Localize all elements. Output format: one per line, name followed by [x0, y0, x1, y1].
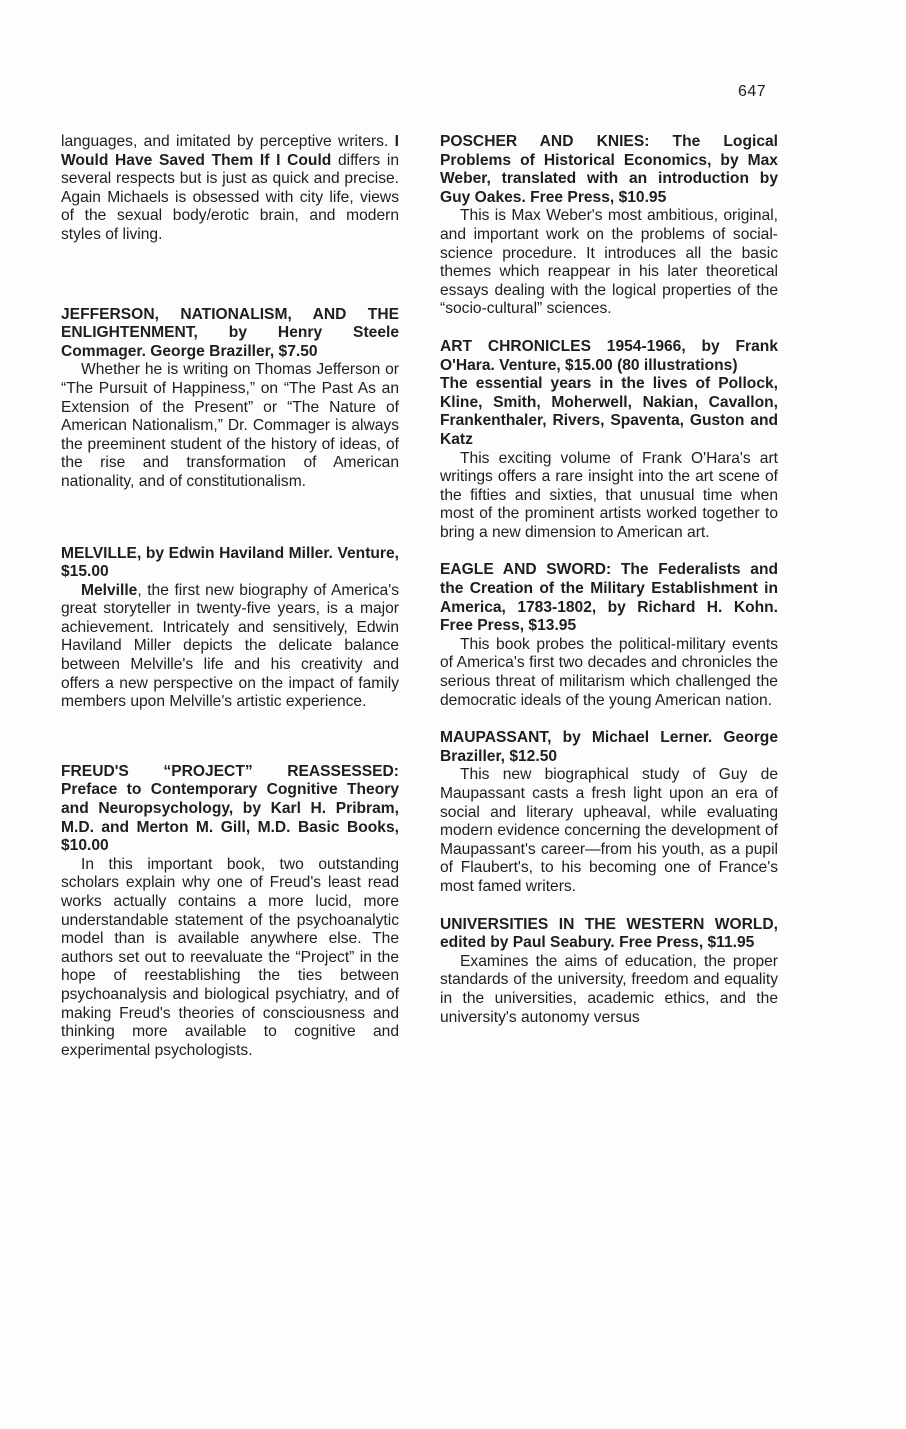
- right-column: [440, 133, 778, 1027]
- entry-heading: EAGLE AND SWORD: The Federalists and the Creation of the Military Establishment in America, 1783-1802, by Richard H. Kohn. Free Press, $13.95: [440, 561, 778, 635]
- continued-review-text: [61, 133, 399, 245]
- entry-subheading: The essential years in the lives of Pollock, Kline, Smith, Moherwell, Nakian, Cavallon, Frankenthaler, Rivers, Spaventa, Guston and Katz: [440, 375, 778, 448]
- book-title-inline: Melville: [81, 581, 138, 599]
- review-entry-poscher: [440, 133, 778, 319]
- entry-heading: UNIVERSITIES IN THE WESTERN WORLD, edited by Paul Seabury. Free Press, $11.95: [440, 915, 778, 952]
- left-column: [61, 133, 399, 1060]
- entry-heading: ART CHRONICLES 1954-1966, by Frank O'Hara. Venture, $15.00 (80 illustrations): [440, 337, 778, 374]
- entry-heading: FREUD'S “PROJECT” REASSESSED: Preface to Contemporary Cognitive Theory and Neuropsychology, by Karl H. Pribram, M.D. and Merton M. Gill, M.D. Basic Books, $10.00: [61, 762, 399, 855]
- review-entry-melville: [61, 545, 399, 712]
- review-entry-universities: [440, 916, 778, 1028]
- entry-body: This new biographical study of Guy de Maupassant casts a fresh light upon an era of social and literary upheaval, while evaluating modern evidence concerning the development of Maupassant's career—from his youth, as a pupil of Flaubert's, to his becoming one of France's most famed writers.: [440, 766, 778, 895]
- entry-body: This is Max Weber's most ambitious, original, and important work on the problems of social-science procedure. It introduces all the basic themes which reappear in his later theoretical essays dealing with the logical properties of the “socio-cultural” sciences.: [440, 207, 778, 318]
- entry-heading: MELVILLE, by Edwin Haviland Miller. Venture, $15.00: [61, 544, 399, 581]
- entry-heading: MAUPASSANT, by Michael Lerner. George Braziller, $12.50: [440, 729, 778, 765]
- review-entry-eagle-and-sword: [440, 561, 778, 710]
- entry-heading: JEFFERSON, NATIONALISM, AND THE ENLIGHTENMENT, by Henry Steele Commager. George Braziller, $7.50: [61, 305, 399, 360]
- review-entry-jefferson: [61, 306, 399, 492]
- entry-body: This book probes the political-military events of America's first two decades and chronicles the serious threat of militarism which challenged the democratic ideals of the young American nation.: [440, 635, 778, 709]
- entry-body: This exciting volume of Frank O'Hara's art writings offers a rare insight into the art scene of the fifties and sixties, that unusual time when most of the prominent artists worked together to bring a new dimension to American art.: [440, 449, 778, 541]
- review-entry-art-chronicles: [440, 338, 778, 543]
- page-number: 647: [738, 83, 767, 100]
- book-title-inline: I Would Have Saved Them If I Could: [61, 133, 399, 169]
- continued-text-part-2: differs in several respects but is just as quick and precise. Again Michaels is obsessed with city life, views of the sexual body/erotic brain, and modern styles of living.: [61, 151, 400, 243]
- entry-body: Whether he is writing on Thomas Jefferson or “The Pursuit of Happiness,” on “The Past As an Extension of the Present” or “The Nature of American Nationalism,” Dr. Commager is always the preeminent student of the history of ideas, of the rise and transformation of American nationality, and of constitutionalism.: [61, 361, 399, 490]
- entry-body-text: , the first new biography of America's great storyteller in twenty-five years, is a major achievement. Intricately and sensitively, Edwin Haviland Miller depicts the delicate balance between Melville's life and his creativity and offers a new perspective on the impact of family members upon Melville's artistic experience.: [61, 581, 399, 711]
- review-entry-freud: [61, 763, 399, 1061]
- review-entry-maupassant: [440, 729, 778, 896]
- entry-body: Examines the aims of education, the proper standards of the university, freedom and equality in the universities, academic ethics, and the university's autonomy versus: [440, 952, 778, 1026]
- continued-text-part-1: languages, and imitated by perceptive writers.: [61, 133, 395, 150]
- entry-body: [61, 582, 399, 712]
- entry-body: In this important book, two outstanding scholars explain why one of Freud's least read works actually contains a more lucid, more understandable statement of the psychoanalytic model than is available anywhere else. The authors set out to reevaluate the “Project” in the hope of reestablishing the ties between psychoanalysis and biological psychiatry, and of making Freud's theories of consciousness and thinking more available to cognitive and experimental psychologists.: [61, 855, 399, 1059]
- entry-heading: POSCHER AND KNIES: The Logical Problems of Historical Economics, by Max Weber, translated with an introduction by Guy Oakes. Free Press, $10.95: [440, 133, 778, 206]
